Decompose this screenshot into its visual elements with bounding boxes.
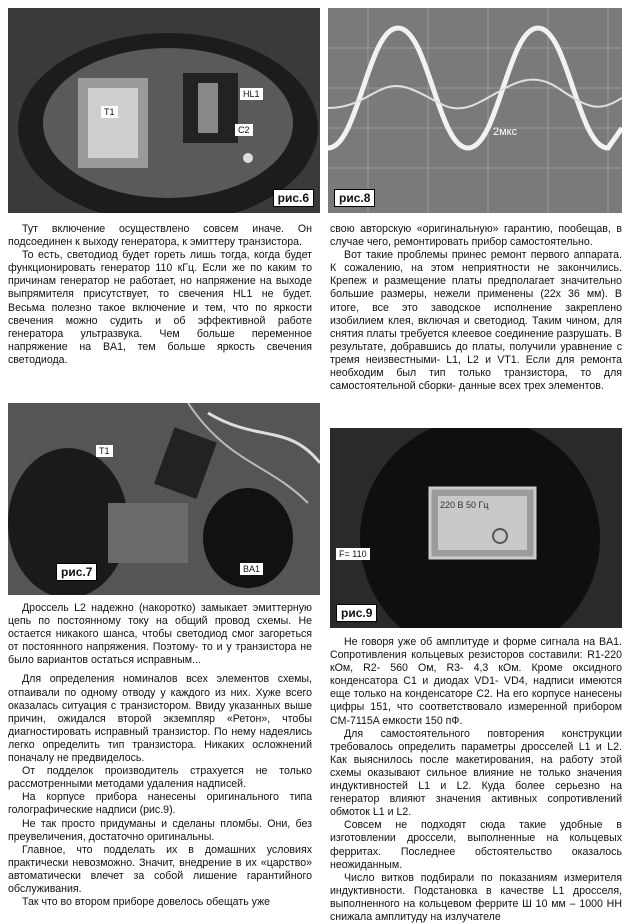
paragraph: Для самостоятельного повторения конструкции требовалось определить параметры дросселей L1 и L2. Как выяснилось после макетирования, на работу этой схемы оказывают сильное влияние не только значения индуктивностей L1 и L2. Куда более серьезно на генератор влияют значения активных сопротивлений обмоток L1 и L2.: [330, 727, 622, 819]
left-column-bottom: [8, 602, 312, 909]
paragraph: Дроссель L2 надежно (накоротко) замыкает эмиттерную цепь по постоянному току на общий провод схемы. Не остается никакого шанса, чтобы светодиод смог загореться от постоянного напряжения. Поэтому- то и у транзистора не было вариантов остаться исправным...: [8, 602, 312, 667]
fig6-caption: рис.6: [273, 189, 314, 207]
figure-8-photo: [328, 8, 622, 213]
fig7-label-ba1: BA1: [240, 563, 263, 575]
fig6-label-hl1: HL1: [240, 88, 263, 100]
paragraph: Для определения номиналов всех элементов схемы, отпаивали по одному отводу у каждого из них. Хуже всего оказалась ситуация с транзистором. Ввиду указанных выше причин, ожидался второй экземпляр «Ретон», чтобы диагностировать исправный транзистор. По нему надеялись легко определить тип транзистора. Никаких осложнений поначалу не предвиделось.: [8, 673, 312, 765]
paragraph: То есть, светодиод будет гореть лишь тогда, когда будет функционировать генератор 110 кГц. Если же по каким то причинам генератор не работает, но напряжение на выходе выпрямителя присутствует, то свечения HL1 не будет. Весьма полезно такое включение и тем, что по яркости свечения можно судить и об эффективной работе генератора ультразвука. Чем больше переменное напряжение на BA1, тем больше яркость свечения светодиода.: [8, 249, 312, 366]
paragraph: От подделок производитель страхуется не только рассмотренными методами удаления надписей.: [8, 765, 312, 791]
paragraph: Так что во втором приборе довелось обещать уже: [22, 896, 271, 909]
figure-7-image: [8, 403, 320, 595]
paragraph: Не говоря уже об амплитуде и форме сигнала на BA1. Сопротивления кольцевых резисторов составили: R1-220 кОм, R2- 560 Ом, R3- 4,3 кОм. Кроме оксидного конденсатора C1 и диодах VD1- VD4, надписи имеются еще только на конденсаторе C2. На его корпусе нанесены цифры 151, что соответствовало измеренной прибором CM-7115A емкости 150 пФ.: [330, 636, 622, 727]
paragraph: свою авторскую «оригинальную» гарантию, пообещав, в случае чего, ремонтировать прибор самостоятельно.: [330, 223, 622, 249]
fig9-label-frequency: F= 110: [336, 548, 370, 560]
fig8-time-label: 2мкс: [493, 126, 518, 138]
fig7-label-t1: T1: [96, 445, 113, 457]
paragraph: Вот такие проблемы принес ремонт первого аппарата. К сожалению, на этом неприятности не закончились. Крепеж и размещение платы предполагает значительно большие размеры, нежели применены (22x 36 мм). В итоге, все это заводское исполнение закреплено изобилием клея, включая и светодиод. Таким чином, для снятия платы требуется клеевое соединение разрушать. В результате, добравшись до платы, получили уравнение с тремя неизвестными- L1, L2 и VT1. Если для ремонта необходим был тип только транзистора, то для самостоятельной сборки- данные всех трех элементов.: [330, 249, 622, 393]
paragraph: Главное, что подделать их в домашних условиях практически невозможно. Значит, внедрение в их «царство» автоматически влечет за собой лишение гарантийного обслуживания.: [8, 843, 312, 895]
figure-9-image: [330, 428, 622, 628]
fig9-caption: рис.9: [336, 604, 377, 622]
paragraph: Число витков подбирали по показаниям измерителя индуктивности. Подстановка в качестве L1 дросселя, выполненного на кольцевом феррите Ш 10 мм – 1000 НН снижала амплитуду на излучателе: [330, 871, 622, 923]
paragraph: Не так просто придуманы и сделаны пломбы. Они, без преувеличения, достаточно оригинальны.: [8, 817, 312, 843]
left-column-top: [8, 223, 312, 367]
figure-6-photo: [8, 8, 320, 213]
figure-7-photo: [8, 403, 320, 595]
paragraph: Совсем не подходят сюда такие удобные в изготовлении дроссели, выполненные на кольцевых ферритах. Последнее обстоятельство оказалось неожиданным.: [330, 819, 622, 871]
right-column-bottom: [330, 636, 622, 924]
right-column-top: [330, 223, 622, 393]
paragraph: На корпусе прибора нанесены оригинального типа голографические надписи (рис.9).: [8, 791, 312, 817]
figure-9-photo: [330, 428, 622, 628]
fig9-plate-text: 220 В 50 Гц: [440, 500, 489, 510]
fig7-caption: рис.7: [56, 563, 97, 581]
fig8-caption: рис.8: [334, 189, 375, 207]
fig6-label-c2: C2: [235, 124, 253, 136]
figure-6-image: [8, 8, 320, 213]
paragraph: Тут включение осуществлено совсем иначе. Он подсоединен к выходу генератора, к эмиттеру транзистора.: [8, 223, 312, 249]
oscilloscope-screen: [328, 8, 622, 213]
fig6-label-t1: T1: [101, 106, 118, 118]
